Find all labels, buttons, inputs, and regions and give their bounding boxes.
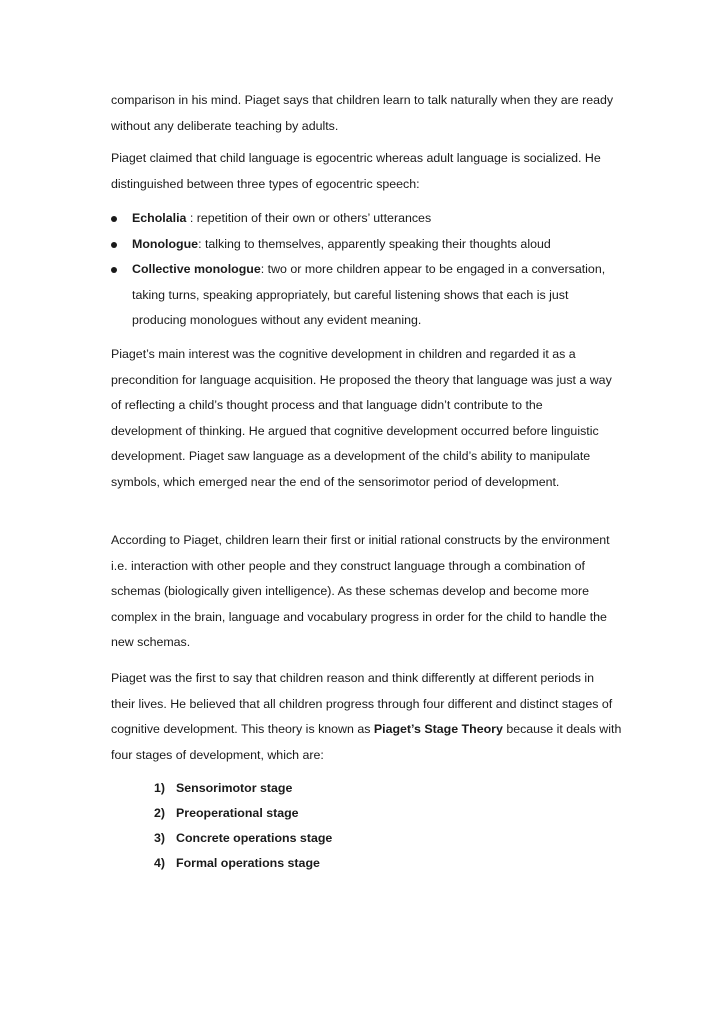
text-line: development of thinking. He argued that cognitive development occurred before linguistic <box>111 423 599 438</box>
paragraph-2 <box>111 146 623 197</box>
term-description: : talking to themselves, apparently speaking their thoughts aloud <box>198 236 551 251</box>
term-echolalia: Echolalia <box>132 211 187 225</box>
text-line: new schemas. <box>111 635 191 649</box>
paragraph-4 <box>111 528 623 656</box>
paragraph-1 <box>111 88 623 139</box>
term-description: : repetition of their own or others’ utterances <box>186 211 432 225</box>
term-description: : two or more children appear to be engaged in a conversation, <box>260 262 606 276</box>
list-number: 4) <box>154 856 166 870</box>
text-line: complex in the brain, language and vocabulary progress in order for the child to handle the <box>111 609 607 624</box>
text-line: distinguished between three types of egocentric speech: <box>111 176 420 191</box>
term-monologue: Monologue <box>132 236 199 251</box>
list-item-echolalia <box>111 206 631 232</box>
egocentric-speech-list <box>111 206 631 334</box>
bullet-icon <box>111 216 117 222</box>
list-item-stage-3 <box>154 826 332 851</box>
list-item-monologue <box>111 232 631 258</box>
text-line: of reflecting a child’s thought process and that language didn’t contribute to the <box>111 398 543 412</box>
text-segment: because it deals with <box>502 722 622 736</box>
stage-label: Concrete operations stage <box>176 831 333 845</box>
stage-theory-term: Piaget’s Stage Theory <box>373 722 503 736</box>
term-collective-monologue: Collective monologue <box>132 262 261 276</box>
text-line: According to Piaget, children learn their first or initial rational constructs by the environment <box>111 533 610 547</box>
text-line: schemas (biologically given intelligence). As these schemas develop and become more <box>111 584 589 598</box>
stage-label: Preoperational stage <box>176 806 299 820</box>
text-line: their lives. He believed that all children progress through four different and distinct stages of <box>111 696 613 711</box>
list-number: 2) <box>154 806 166 820</box>
text-line: precondition for language acquisition. He proposed the theory that language was just a way <box>111 372 612 387</box>
text-line: Piaget’s main interest was the cognitive development in children and regarded it as a <box>111 347 576 361</box>
text-line: without any deliberate teaching by adults. <box>111 118 339 133</box>
paragraph-3 <box>111 342 623 495</box>
text-segment: cognitive development. This theory is known as <box>111 722 374 736</box>
text-line: comparison in his mind. Piaget says that children learn to talk naturally when they are ready <box>111 93 614 107</box>
text-line: Piaget claimed that child language is egocentric whereas adult language is socialized. He <box>111 151 601 165</box>
stage-label: Formal operations stage <box>176 856 320 870</box>
stages-list <box>154 776 332 876</box>
text-line: Piaget was the first to say that children reason and think differently at different periods in <box>111 671 595 685</box>
list-item-stage-2 <box>154 801 332 826</box>
text-line: development. Piaget saw language as a development of the child’s ability to manipulate <box>111 449 591 463</box>
text-line: producing monologues without any evident meaning. <box>132 313 422 327</box>
text-line: i.e. interaction with other people and they construct language through a combination of <box>111 558 585 573</box>
list-item-collective-monologue <box>111 257 631 334</box>
list-number: 1) <box>154 781 166 795</box>
list-item-stage-4 <box>154 851 332 876</box>
stage-label: Sensorimotor stage <box>176 781 293 795</box>
text-line: taking turns, speaking appropriately, but careful listening shows that each is just <box>132 287 569 302</box>
list-item-stage-1 <box>154 776 332 801</box>
paragraph-5 <box>111 666 623 768</box>
text-line: four stages of development, which are: <box>111 747 324 762</box>
list-number: 3) <box>154 831 166 845</box>
text-line: symbols, which emerged near the end of the sensorimotor period of development. <box>111 474 560 489</box>
bullet-icon <box>111 267 117 273</box>
bullet-icon <box>111 242 117 248</box>
